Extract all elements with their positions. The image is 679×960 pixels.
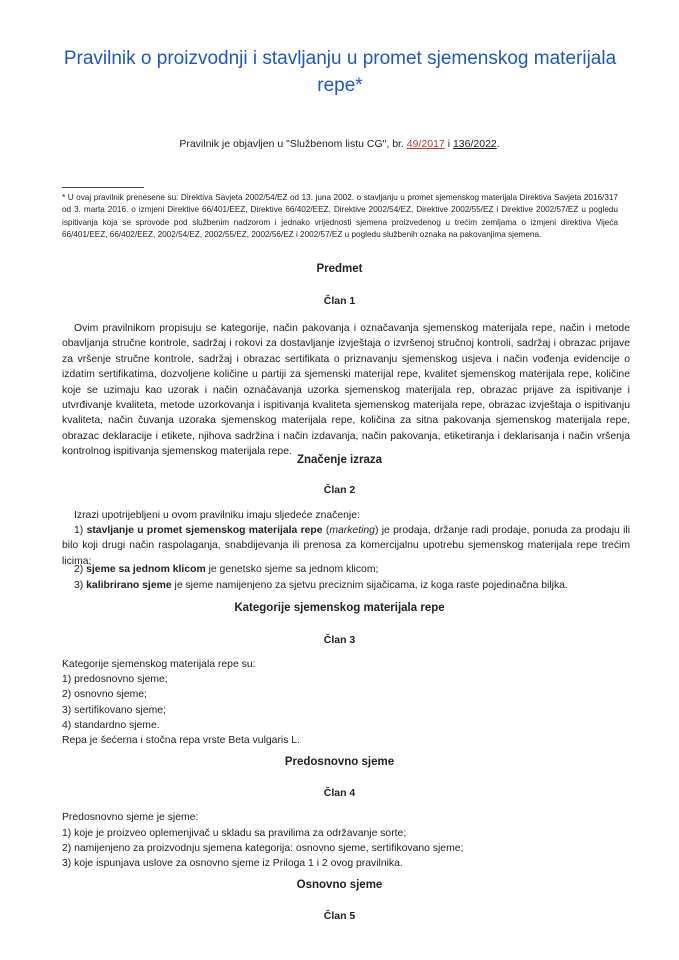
article-2-item-1: 1) stavljanje u promet sjemenskog materijala repe (marketing) je prodaja, držanje radi prodaje, ponuda za prodaju ili bilo koji drugi način raspolaganja, snabdijevanja ili prenosa za komercijalnu upotrebu sjemenskog materijala repe trećim licima; <box>62 525 631 567</box>
footnote: * U ovaj pravilnik prenesene su: Direktiva Savjeta 2002/54/EZ od 13. juna 2002. o stavljanju u promet sjemenskog materijala Direktiva Savjeta 2016/317 od 3. marta 2016. o izmjeni Direktive 66/401/EEZ, Direktive 66/402/EEZ, Direktive 2002/54/EZ, Direktive 2002/55/EZ i Direktive 2002/57/EZ u pogledu ispitivanja koja se sprovode pod službenim nadzorom i jednako vrijednosti sjemena proizvedenog u trećim zemljama o izmjeni direktiva Vijeća 66/401/EEZ, 66/402/EEZ, 2002/54/EZ, 2002/55/EZ, 2002/56/EZ i 2002/57/EZ u pogledu službenih oznaka na pakovanjima sjemena. <box>62 193 618 240</box>
section-heading-znacenje: Značenje izraza <box>296 454 382 466</box>
article-3-intro: Kategorije sjemenskog materijala repe su: <box>62 659 256 670</box>
article-3-item: 3) sertifikovano sjeme; <box>62 705 166 716</box>
article-4-heading: Član 4 <box>323 787 356 799</box>
article-2-intro: Izrazi upotrijebljeni u ovom pravilniku imaju sljedeće značenje: <box>74 510 360 521</box>
article-3-heading: Član 3 <box>323 634 356 646</box>
article-3-outro: Repa je šećerna i stočna repa vrste Beta vulgaris L. <box>62 735 300 746</box>
article-4-item: 1) koje je proizveo oplemenjivač u skladu sa pravilima za održavanje sorte; <box>62 828 407 839</box>
article-4-intro: Predosnovno sjeme je sjeme: <box>62 812 199 823</box>
publication-prefix: Pravilnik je objavljen u "Službenom listu CG", br. <box>179 138 404 150</box>
article-4-item: 3) koje ispunjava uslove za osnovno sjeme iz Priloga 1 i 2 ovog pravilnika. <box>62 858 403 869</box>
article-3-item: 2) osnovno sjeme; <box>62 689 147 700</box>
footnote-divider <box>62 187 144 188</box>
article-2-heading: Član 2 <box>323 484 356 496</box>
article-3-item: 4) standardno sjeme. <box>62 720 160 731</box>
article-1-text: Ovim pravilnikom propisuju se kategorije, način pakovanja i označavanja sjemenskog materijala repe, način i metode obavljanja stručne kontrole, sadržaj i rokovi za dostavljanje izvještaja o izvršenoj stručnoj kontroli, sadržaj i obrazac prijave za vršenje stručne kontrole, sadržaj i obrazac sertifikata o priznavanju sjemenskog usjeva i način vođenja evidencije o izdatim sertifikatima, dozvoljene količine u partiji za sjemenski materijal repe, kvalitet sjemenskog materijala repe, količine koje se uzimaju kao uzorak i način označavanja uzorka sjemenskog materijala rep, obrazac prijave za ispitivanje i utvrđivanje kvaliteta, metode uzorkovanja i ispitivanja kvaliteta sjemenskog materijala repe, obrazac izvještaja o ispitivanju kvaliteta, način čuvanja uzoraka sjemenskog materijala repe, količina za sitna pakovanja sjemenskog materijala repe, obrazac deklaracije i etikete, njihova sadržina i način izdavanja, način pakovanja, etiketiranja i deklarisanja i način vršenja kontrolnog ispitivanja sjemenskog materijala repe. <box>62 323 630 458</box>
article-3-item: 1) predosnovno sjeme; <box>62 674 168 685</box>
gazette-link-1[interactable]: 49/2017 <box>406 138 445 150</box>
gazette-link-2[interactable]: 136/2022 <box>452 138 497 150</box>
section-heading-kategorije: Kategorije sjemenskog materijala repe <box>234 602 445 614</box>
publication-connector: i <box>447 138 451 150</box>
section-heading-predosnovno: Predosnovno sjeme <box>284 756 395 768</box>
article-2-item-3: 3) kalibrirano sjeme je sjeme namijenjeno za sjetvu preciznim sijačicama, iz koga raste pojedinačna biljka. <box>74 580 568 591</box>
publication-suffix: . <box>496 138 500 150</box>
section-heading-predmet: Predmet <box>316 263 363 275</box>
publication-note <box>0 138 679 150</box>
article-2-item-2: 2) sjeme sa jednom klicom je genetsko sjeme sa jednom klicom; <box>74 564 379 575</box>
article-5-heading: Član 5 <box>323 910 356 922</box>
article-4-item: 2) namijenjeno za proizvodnju sjemena kategorija: osnovno sjeme, sertifikovano sjeme; <box>62 843 464 854</box>
article-1-heading: Član 1 <box>323 295 356 307</box>
page-title: Pravilnik o proizvodnji i stavljanju u promet sjemenskog materijala repe* <box>63 48 617 96</box>
section-heading-osnovno: Osnovno sjeme <box>296 879 383 891</box>
